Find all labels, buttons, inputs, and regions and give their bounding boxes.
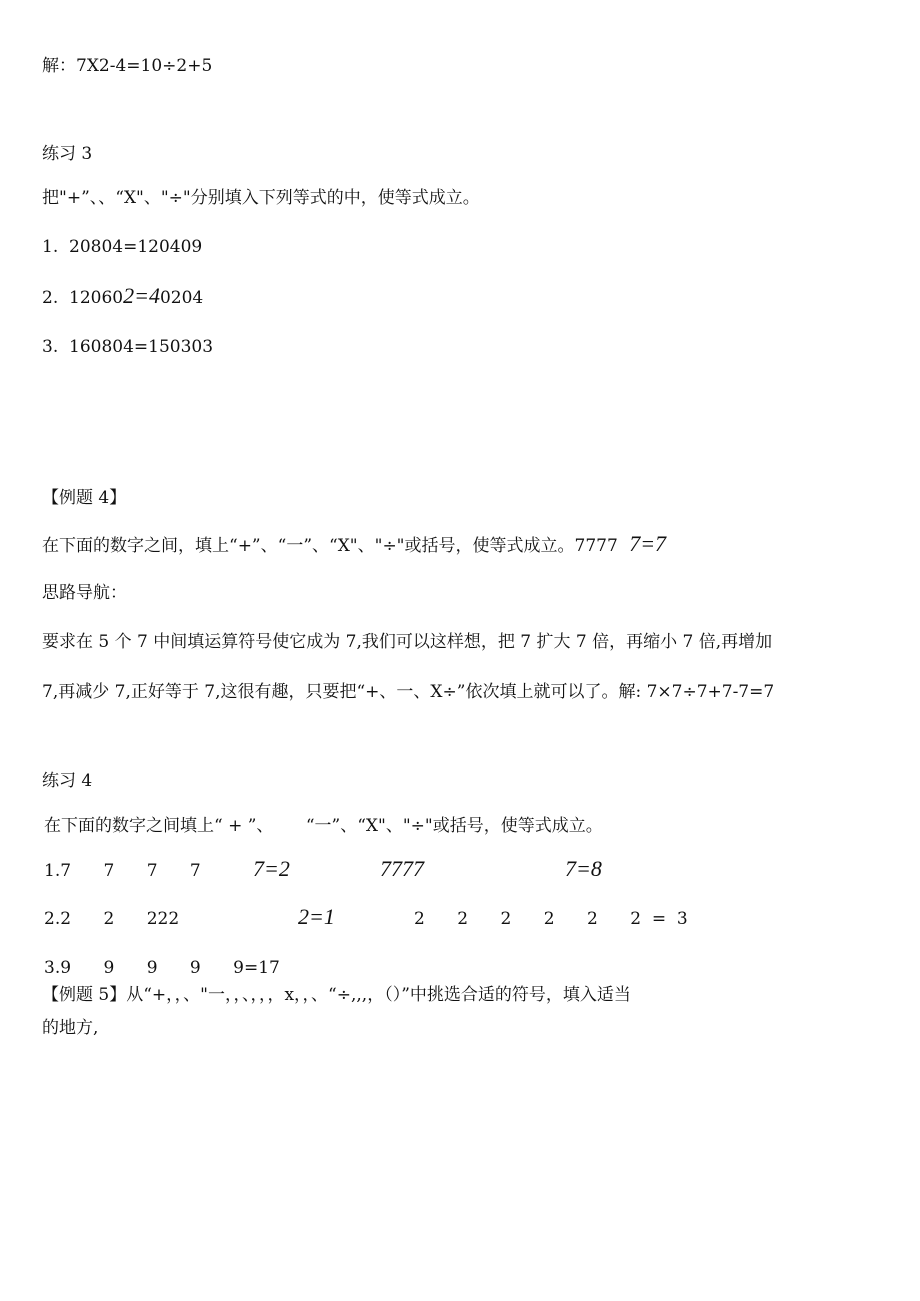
practice-4-instruction: 在下面的数字之间填上“ + ”、 “一”、“X"、"÷"或括号，使等式成立。	[44, 816, 603, 836]
example-4-question-equation: 7=7	[629, 531, 667, 556]
practice-3-heading: 练习 3	[42, 144, 93, 164]
example-5-line-2: 的地方,	[42, 1018, 99, 1038]
example-4-explanation-line-2: 7,再减少 7,正好等于 7,这很有趣，只要把“+、一、X÷”依次填上就可以了。解: 7×7÷7+7-7=7	[42, 682, 775, 702]
practice-4-row-2-tail: 2 2 2 2 2 2 = 3	[414, 909, 688, 929]
example-4-heading: 【例题 4】	[42, 488, 127, 508]
practice-4-row-2-numbers: 2.2 2 222	[44, 909, 180, 929]
example-4-question-text: 在下面的数字之间，填上“+”、“一”、“X"、"÷"或括号，使等式成立。7777	[42, 536, 618, 556]
practice-4-row-1-eq-2: 7=8	[565, 856, 602, 881]
practice-4-row-3: 3.9 9 9 9 9=17	[44, 958, 280, 978]
example-4-explanation-line-1: 要求在 5 个 7 中间填运算符号使它成为 7,我们可以这样想，把 7 扩大 7 倍，再缩小 7 倍,再增加	[42, 632, 773, 652]
example-4-hint-heading: 思路导航：	[42, 583, 127, 603]
practice-4-row-1-digits: 7777	[380, 856, 424, 881]
practice-4-row-1-eq-1: 7=2	[253, 856, 290, 881]
practice-3-item-3: 3. 160804=150303	[42, 337, 214, 357]
practice-4-row-1-numbers: 1.7 7 7 7	[44, 861, 201, 881]
practice-3-item-2-end: 0204	[159, 288, 204, 308]
practice-4-row-2-eq: 2=1	[298, 904, 335, 929]
solution-line-3: 解：7X2-4=10÷2+5	[42, 56, 213, 76]
practice-3-instruction: 把"+”、、“X"、"÷"分别填入下列等式的中，使等式成立。	[42, 188, 480, 208]
practice-4-heading: 练习 4	[42, 771, 93, 791]
practice-3-item-2-start: 2. 12060	[42, 288, 124, 308]
practice-3-item-1: 1. 20804=120409	[42, 237, 203, 257]
example-4-question	[42, 533, 666, 557]
example-5-line-1: 【例题 5】从“+，，、"一，，、，，，x，，、“÷,,,，（）”中挑选合适的符号，填入适当	[42, 985, 631, 1005]
practice-3-item-2	[42, 285, 203, 309]
practice-3-item-2-italic: 2=4	[123, 283, 160, 308]
